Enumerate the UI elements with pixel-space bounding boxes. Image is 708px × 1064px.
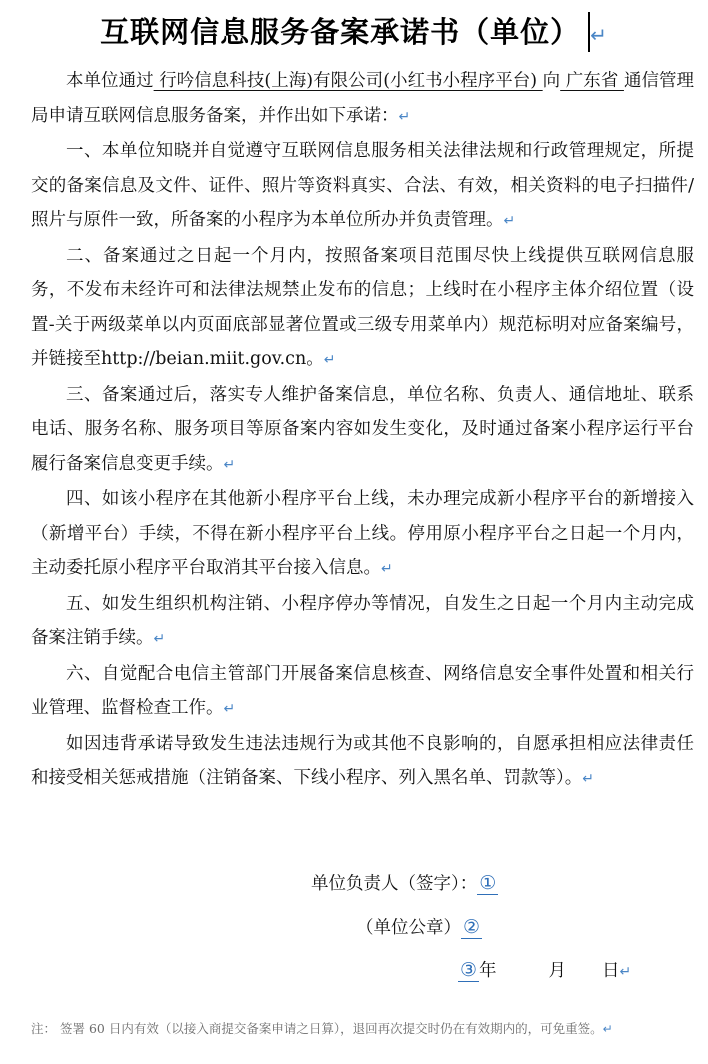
signature-field-2[interactable]: ② [463,916,481,938]
signature-seal-label: （单位公章） [356,918,461,938]
intro-suffix: 通信管理局申请互联网信息服务备案，并作出如下承诺： [31,71,695,126]
intro-mid: 向 [542,71,561,91]
paragraph-mark-icon: ↵ [153,631,166,647]
pledge-text-4: 四、如该小程序在其他新小程序平台上线，未办理完成新小程序平台的新增接入（新增平台）手续，不得在新小程序平台上线。停用原小程序平台之日起一个月内，主动委托原小程序平台取消其平台接入信息。 [31,489,694,578]
pledge-paragraph-2 [31,239,694,378]
document-title: 互联网信息服务备案承诺书（单位） [100,15,581,49]
pledge-text-1: 一、本单位知晓并自觉遵守互联网信息服务相关法律法规和行政管理规定，所提交的备案信息及文件、证件、照片等资料真实、合法、有效，相关资料的电子扫描件/照片与原件一致，所备案的小程序为本单位所办并负责管理。 [31,141,694,230]
paragraph-mark-icon: ↵ [223,701,236,717]
paragraph-mark-icon: ↵ [398,108,411,125]
paragraph-mark-icon: ↵ [602,1022,613,1036]
signature-person-row [0,870,708,895]
pledge-text-3: 三、备案通过后，落实专人维护备案信息，单位名称、负责人、通信地址、联系电话、服务名称、服务项目等原备案内容如发生变化，及时通过备案小程序运行平台履行备案信息变更手续。 [31,384,694,474]
intro-paragraph [31,64,694,134]
province-name: 广东省 [560,71,624,91]
footnote [31,1019,684,1039]
pledge-paragraph-3 [31,378,694,483]
platform-name: 行吟信息科技(上海)有限公司(小红书小程序平台) [153,71,543,91]
date-day-label: 日 [602,961,620,981]
paragraph-mark-icon: ↵ [223,456,236,473]
pledge-paragraph-1 [31,134,694,239]
pledge-paragraph-6 [31,657,694,727]
signature-seal-row [0,914,708,939]
date-month-label: 月 [548,961,567,981]
pledge-text-6: 六、自觉配合电信主管部门开展备案信息核查、网络信息安全事件处置和相关行业管理、监督检查工作。 [31,663,694,718]
paragraph-mark-icon: ↵ [323,352,336,368]
pledge-text-5: 五、如发生组织机构注销、小程序停办等情况，自发生之日起一个月内主动完成备案注销手续。 [31,593,694,648]
signature-field-1[interactable]: ① [479,872,497,894]
signature-person-label: 单位负责人（签字）： [311,874,478,894]
paragraph-mark-icon: ↵ [590,23,608,47]
paragraph-mark-icon: ↵ [619,964,632,980]
liability-paragraph [31,727,694,797]
intro-prefix: 本单位通过 [66,71,154,91]
document-body [31,64,694,797]
liability-text: 如因违背承诺导致发生违法违规行为或其他不良影响的，自愿承担相应法律责任和接受相关惩戒措施（注销备案、下线小程序、列入黑名单、罚款等）。 [31,733,694,788]
pledge-paragraph-4 [31,482,694,587]
paragraph-mark-icon: ↵ [582,771,594,787]
paragraph-mark-icon: ↵ [503,213,516,229]
pledge-paragraph-5 [31,587,694,657]
document-title-row [0,10,708,54]
signature-date-row [0,957,708,982]
pledge-text-2: 二、备案通过之日起一个月内，按照备案项目范围尽快上线提供互联网信息服务，不发布未经许可和法律法规禁止发布的信息；上线时在小程序主体介绍位置（设置-关于两级菜单以内页面底部显著位置或三级专用菜单内）规范标明对应备案编号，并链接至http://beian.miit.gov.cn。 [31,245,694,369]
paragraph-mark-icon: ↵ [381,561,393,577]
signature-field-3[interactable]: ③ [460,959,478,981]
date-year-label: 年 [479,961,497,981]
footnote-text: 注： 签署 60 日内有效（以接入商提交备案申请之日算），退回再次提交时仍在有效期内的，可免重签。 [31,1021,603,1036]
text-cursor [588,12,590,52]
